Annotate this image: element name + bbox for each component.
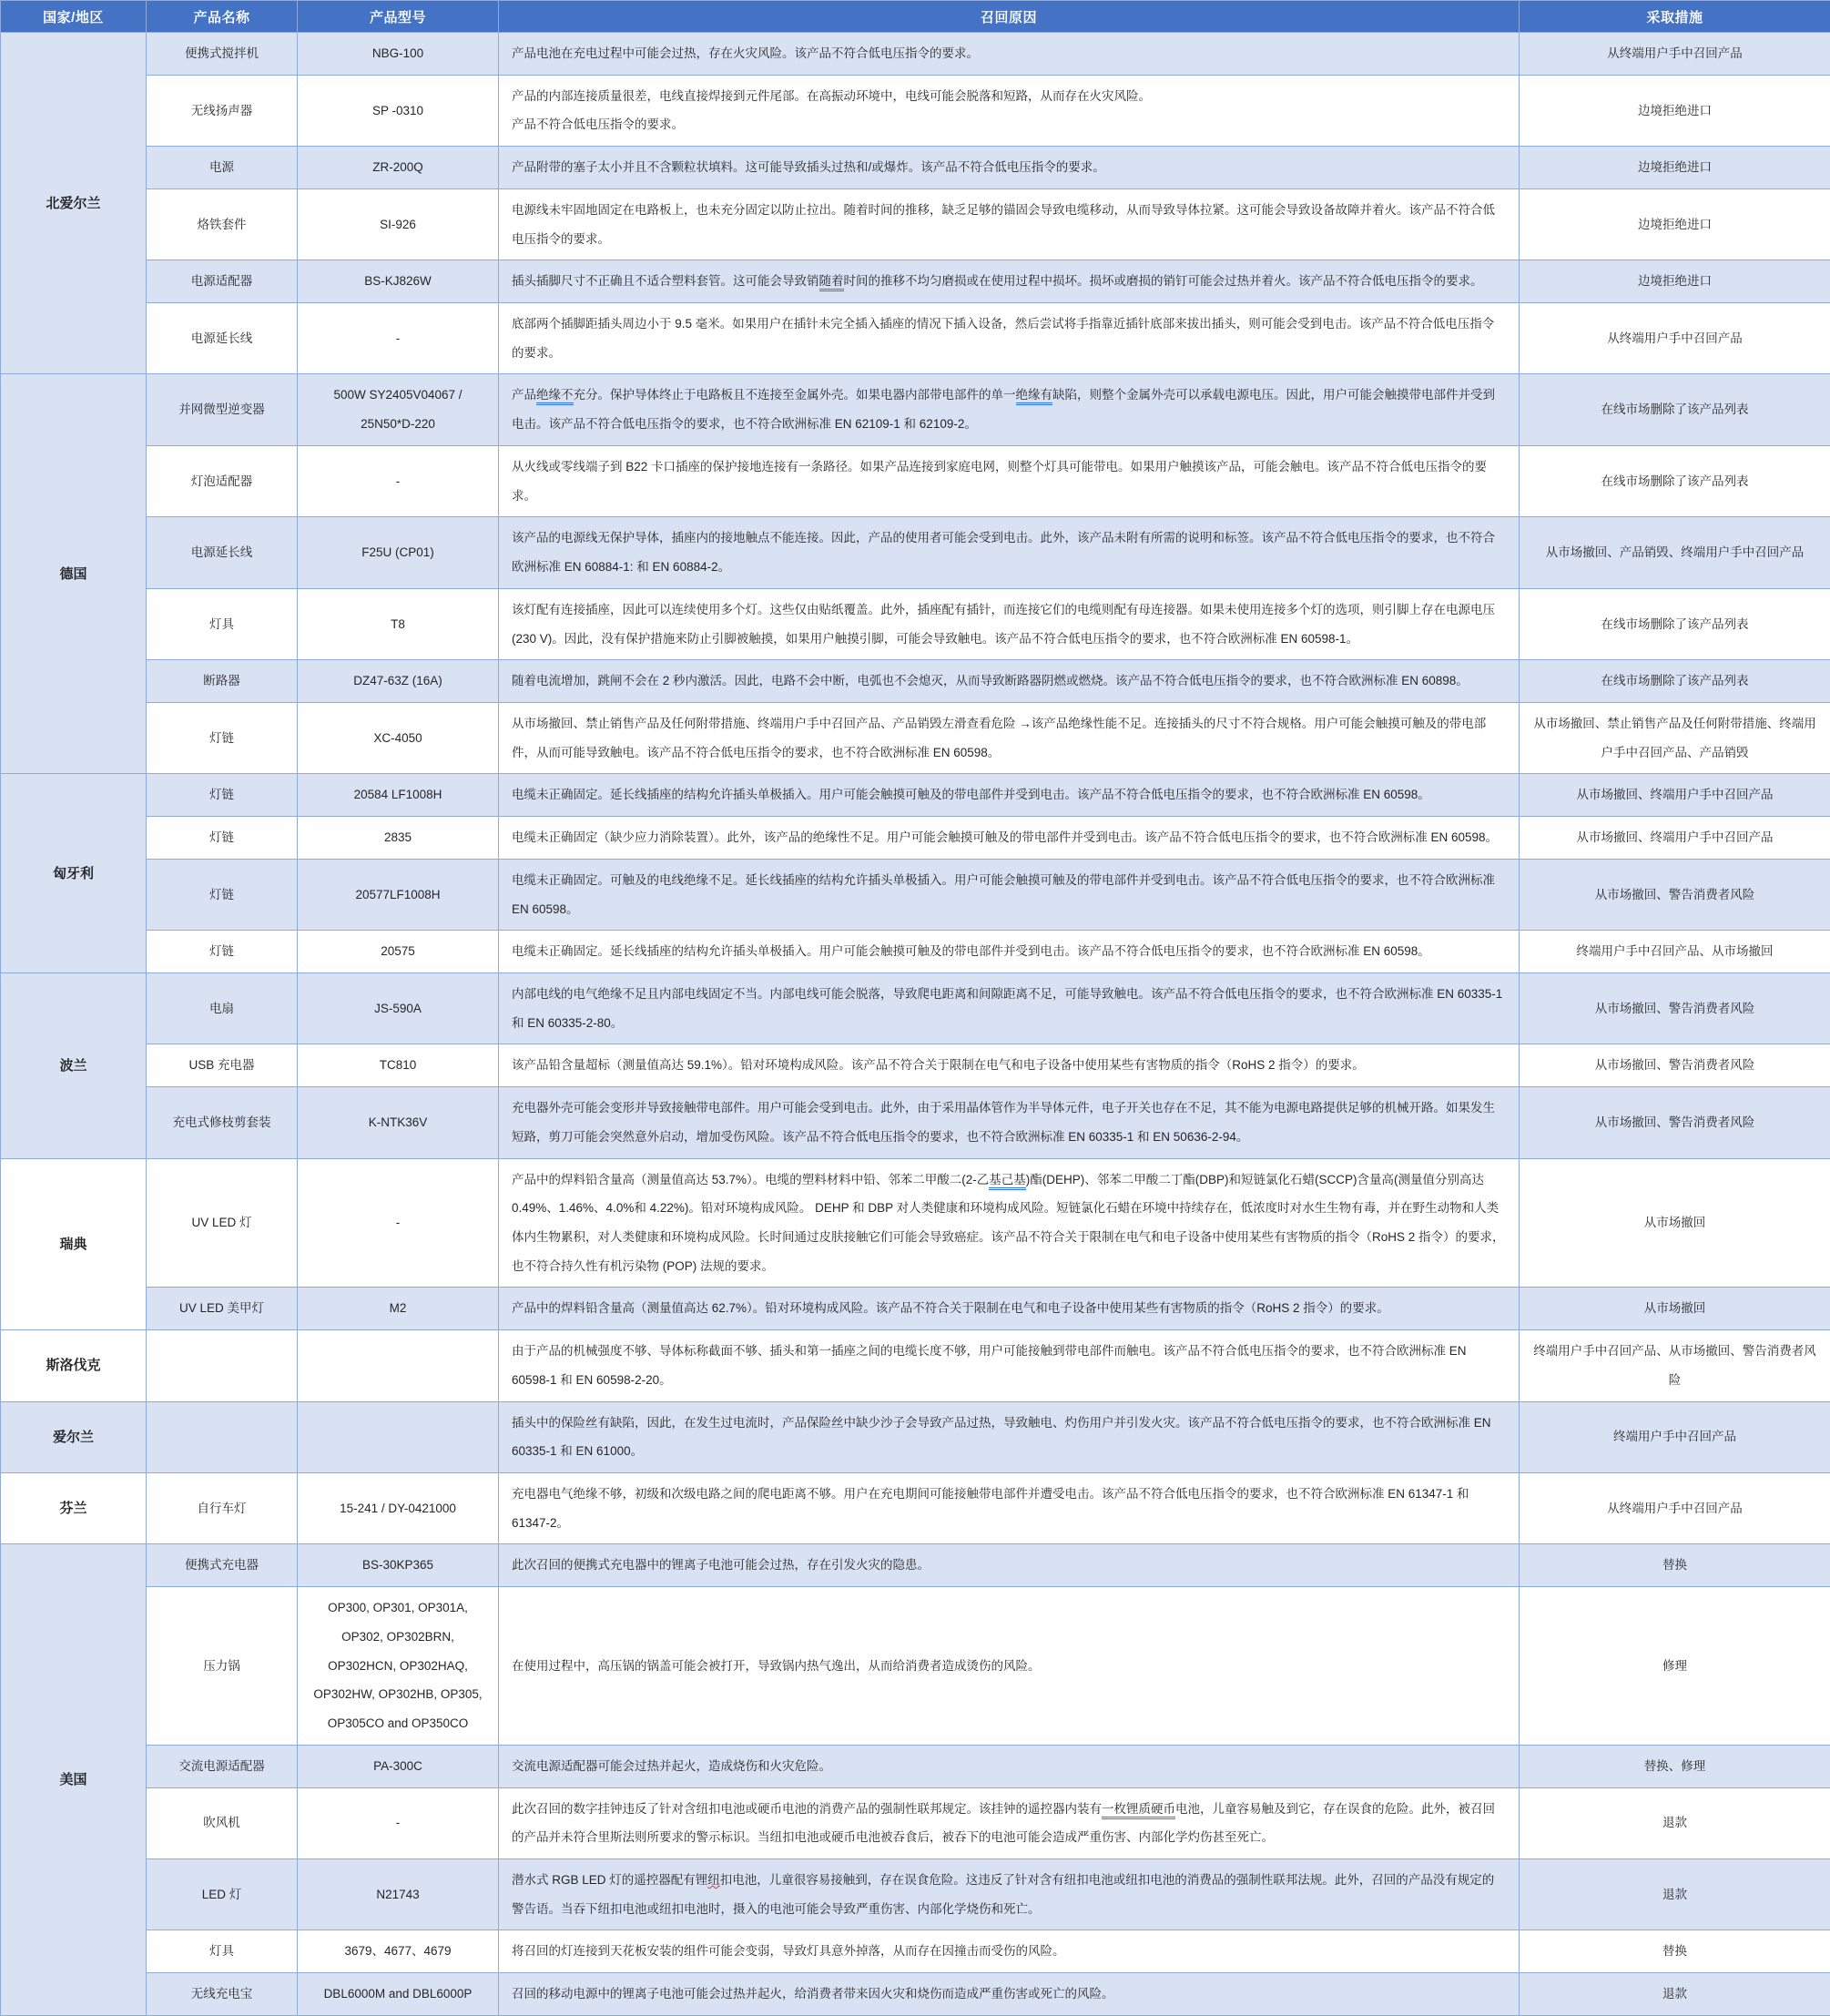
reason-text: 产品中的焊料铅含量高（测量值高达 53.7%）。电缆的塑料材料中铅、邻苯二甲酸二(2-乙	[512, 1173, 989, 1186]
action-cell: 在线市场删除了该产品列表	[1520, 374, 1830, 445]
header-row	[1, 1, 1830, 33]
product-model-cell: DZ47-63Z (16A)	[298, 660, 499, 703]
recall-reason-cell	[499, 931, 1520, 973]
reason-text: 电缆未正确固定。可触及的电线绝缘不足。延长线插座的结构允许插头单极插入。用户可能会触摸可触及的带电部件并受到电击。该产品不符合低电压指令的要求，也不符合欧洲标准 EN 60598。	[512, 873, 1495, 916]
reason-text: 产品不符合低电压指令的要求。	[512, 117, 684, 131]
recall-reason-cell	[499, 1087, 1520, 1158]
action-cell: 从市场撤回	[1520, 1288, 1830, 1330]
reason-text: 底部两个插脚距插头周边小于 9.5 毫米。如果用户在插针未完全插入插座的情况下插入设备，然后尝试将手指靠近插针底部来拔出插头，则可能会受到电击。该产品不符合低电压指令的要求。	[512, 317, 1494, 360]
product-name-cell: 灯泡适配器	[147, 445, 298, 516]
reason-text: 电缆未正确固定。延长线插座的结构允许插头单极插入。用户可能会触摸可触及的带电部件并受到电击。该产品不符合低电压指令的要求，也不符合欧洲标准 EN 60598。	[512, 788, 1430, 801]
product-name-cell: 吹风机	[147, 1787, 298, 1858]
country-cell: 芬兰	[1, 1473, 147, 1544]
table-row	[1, 1087, 1830, 1158]
action-cell: 终端用户手中召回产品	[1520, 1401, 1830, 1472]
action-cell: 边境拒绝进口	[1520, 147, 1830, 189]
reason-text: 由于产品的机械强度不够、导体标称截面不够、插头和第一插座之间的电缆长度不够，用户可能接触到带电部件而触电。该产品不符合低电压指令的要求，也不符合欧洲标准 EN 60598-1 和 EN 60598-2-20。	[512, 1344, 1467, 1387]
product-model-cell: SI-926	[298, 188, 499, 260]
reason-text: 交流电源适配器可能会过热并起火，造成烧伤和火灾危险。	[512, 1759, 831, 1773]
action-cell: 从市场撤回、终端用户手中召回产品	[1520, 774, 1830, 817]
action-cell: 从市场撤回、产品销毁、终端用户手中召回产品	[1520, 517, 1830, 588]
reason-text: 从火线或零线端子到 B22 卡口插座的保护接地连接有一条路径。如果产品连接到家庭电网，则整个灯具可能带电。如果用户触摸该产品，可能会触电。该产品不符合低电压指令的要求。	[512, 460, 1487, 503]
recall-reason-cell	[499, 1745, 1520, 1787]
recall-reason-cell	[499, 1973, 1520, 2016]
product-model-cell	[298, 1330, 499, 1401]
table-row	[1, 75, 1830, 146]
action-cell: 退款	[1520, 1973, 1830, 2016]
action-cell: 修理	[1520, 1587, 1830, 1746]
action-cell: 在线市场删除了该产品列表	[1520, 660, 1830, 703]
table-row	[1, 931, 1830, 973]
product-name-cell: 电源	[147, 147, 298, 189]
product-name-cell	[147, 1330, 298, 1401]
reason-text: 该产品铅含量超标（测量值高达 59.1%）。铅对环境构成风险。该产品不符合关于限制在电气和电子设备中使用某些有害物质的指令（RoHS 2 指令）的要求。	[512, 1058, 1365, 1072]
product-model-cell: TC810	[298, 1044, 499, 1087]
product-name-cell: 灯链	[147, 774, 298, 817]
header-action: 采取措施	[1520, 1, 1830, 33]
recall-reason-cell	[499, 303, 1520, 374]
product-model-cell: 2835	[298, 817, 499, 860]
recall-reason-cell	[499, 1473, 1520, 1544]
country-cell: 北爱尔兰	[1, 33, 147, 374]
recall-reason-cell	[499, 1158, 1520, 1288]
table-row	[1, 702, 1830, 773]
product-name-cell: 无线扬声器	[147, 75, 298, 146]
table-row	[1, 1587, 1830, 1746]
reason-text: 插头插脚尺寸不正确且不适合塑料套管。这可能会导致销	[512, 274, 819, 288]
table-row	[1, 859, 1830, 930]
reason-text: 充电器电气绝缘不够，初级和次级电路之间的爬电距离不够。用户在充电期间可能接触带电部件并遭受电击。该产品不符合低电压指令的要求，也不符合欧洲标准 EN 61347-1 和 61347-2。	[512, 1487, 1469, 1530]
product-name-cell: 并网微型逆变器	[147, 374, 298, 445]
product-model-cell: -	[298, 1158, 499, 1288]
action-cell: 在线市场删除了该产品列表	[1520, 588, 1830, 659]
recall-reason-cell	[499, 445, 1520, 516]
product-model-cell: OP300, OP301, OP301A, OP302, OP302BRN, OP302HCN, OP302HAQ, OP302HW, OP302HB, OP305, OP305CO and OP350CO	[298, 1587, 499, 1746]
product-name-cell: 灯链	[147, 817, 298, 860]
table-row	[1, 774, 1830, 817]
table-row	[1, 260, 1830, 303]
table-row	[1, 1158, 1830, 1288]
recall-reason-cell	[499, 1587, 1520, 1746]
table-row	[1, 1401, 1830, 1472]
product-model-cell: BS-30KP365	[298, 1544, 499, 1587]
recall-reason-cell	[499, 260, 1520, 303]
action-cell: 替换	[1520, 1544, 1830, 1587]
recall-reason-cell	[499, 1401, 1520, 1472]
table-row	[1, 188, 1830, 260]
recall-reason-cell	[499, 1288, 1520, 1330]
recall-reason-cell	[499, 33, 1520, 76]
action-cell: 从终端用户手中召回产品	[1520, 33, 1830, 76]
product-name-cell: 电源延长线	[147, 517, 298, 588]
reason-text: 电源线未牢固地固定在电路板上，也未充分固定以防止拉出。随着时间的推移，缺乏足够的锚固会导致电缆移动，从而导致导体拉紧。这可能会导致设备故障并着火。该产品不符合低电压指令的要求。	[512, 203, 1495, 246]
header-country: 国家/地区	[1, 1, 147, 33]
recall-reason-cell	[499, 972, 1520, 1044]
product-name-cell: 电扇	[147, 972, 298, 1044]
action-cell: 从市场撤回、终端用户手中召回产品	[1520, 817, 1830, 860]
recall-reason-cell	[499, 774, 1520, 817]
country-cell: 爱尔兰	[1, 1401, 147, 1472]
country-cell: 波兰	[1, 972, 147, 1158]
reason-text: 电池，儿童容易触及到它，存在误食的危险。此外，被召回的产品并未符合里斯法则所要求的警示标识。当纽扣电池或硬币电池被吞食后，被吞下的电池可能会造成严重伤害、内部化学灼伤甚至死亡。	[512, 1802, 1495, 1845]
product-name-cell: 电源延长线	[147, 303, 298, 374]
reason-text: 该产品的电源线无保护导体，插座内的接地触点不能连接。因此，产品的使用者可能会受到电击。此外，该产品未附有所需的说明和标签。该产品不符合低电压指令的要求，也不符合欧洲标准 EN 60884-1: 和 EN 60884-2。	[512, 531, 1495, 574]
recall-reason-cell	[499, 374, 1520, 445]
table-row	[1, 517, 1830, 588]
table-row	[1, 588, 1830, 659]
country-cell: 美国	[1, 1544, 147, 2015]
action-cell: 在线市场删除了该产品列表	[1520, 445, 1830, 516]
action-cell: 退款	[1520, 1787, 1830, 1858]
recall-reason-cell	[499, 1044, 1520, 1087]
table-row	[1, 1544, 1830, 1587]
product-name-cell: 无线充电宝	[147, 1973, 298, 2016]
reason-text: 插头中的保险丝有缺陷，因此，在发生过电流时，产品保险丝中缺少沙子会导致产品过热，导致触电、灼伤用户并引发火灾。该产品不符合低电压指令的要求，也不符合欧洲标准 EN 60335-1 和 EN 61000。	[512, 1416, 1491, 1459]
product-name-cell: 烙铁套件	[147, 188, 298, 260]
reason-text: 召回的移动电源中的锂离子电池可能会过热并起火，给消费者带来因火灾和烧伤而造成严重伤害或死亡的风险。	[512, 1987, 1114, 2001]
product-model-cell: M2	[298, 1288, 499, 1330]
product-model-cell: N21743	[298, 1858, 499, 1929]
recall-reason-cell	[499, 859, 1520, 930]
product-model-cell: XC-4050	[298, 702, 499, 773]
product-model-cell: T8	[298, 588, 499, 659]
table-header	[1, 1, 1830, 33]
table-row	[1, 147, 1830, 189]
grammar-mark: 绝缘不	[536, 388, 574, 405]
product-model-cell: BS-KJ826W	[298, 260, 499, 303]
reason-text: 随着电流增加，跳闸不会在 2 秒内激活。因此，电路不会中断，电弧也不会熄灭，从而导致断路器阴燃或燃烧。该产品不符合低电压指令的要求，也不符合欧洲标准 EN 60898。	[512, 674, 1469, 687]
table-row	[1, 817, 1830, 860]
action-cell: 从市场撤回、警告消费者风险	[1520, 1087, 1830, 1158]
product-name-cell: 自行车灯	[147, 1473, 298, 1544]
table-row	[1, 1787, 1830, 1858]
reason-text: 此次召回的便携式充电器中的锂离子电池可能会过热，存在引发火灾的隐患。	[512, 1558, 930, 1572]
recall-reason-cell	[499, 1330, 1520, 1401]
reason-text: 潜水式 RGB LED 灯的遥控器配有锂	[512, 1873, 707, 1887]
reason-text: 充电器外壳可能会变形并导致接触带电部件。用户可能会受到电击。此外，由于采用晶体管作为半导体元件，电子开关也存在不足，其不能为电源电路提供足够的机械开路。如果发生短路，剪刀可能会突然意外启动，增加受伤风险。该产品不符合低电压指令的要求，也不符合欧洲标准 EN 60335-1 和 EN 50636-2-94。	[512, 1101, 1495, 1144]
table-row	[1, 33, 1830, 76]
recall-reason-cell	[499, 1544, 1520, 1587]
reason-text: 缺陷，则整个金属外壳可以承载电源电压。因此，用户可能会触摸带电部件并受到电击。该产品不符合低电压指令的要求，也不符合欧洲标准 EN 62109-1 和 62109-2。	[512, 388, 1495, 431]
action-cell: 从终端用户手中召回产品	[1520, 1473, 1830, 1544]
reason-text: 产品中的焊料铅含量高（测量值高达 62.7%）。铅对环境构成风险。该产品不符合关于限制在电气和电子设备中使用某些有害物质的指令（RoHS 2 指令）的要求。	[512, 1301, 1389, 1315]
table-row	[1, 445, 1830, 516]
action-cell: 从市场撤回、警告消费者风险	[1520, 859, 1830, 930]
product-model-cell: 3679、4677、4679	[298, 1930, 499, 1973]
product-model-cell: DBL6000M and DBL6000P	[298, 1973, 499, 2016]
product-name-cell	[147, 1401, 298, 1472]
action-cell: 从市场撤回、警告消费者风险	[1520, 972, 1830, 1044]
product-model-cell: 20575	[298, 931, 499, 973]
country-cell: 瑞典	[1, 1158, 147, 1330]
table-row	[1, 1930, 1830, 1973]
reason-text: 充分。保护导体终止于电路板且不连接至金属外壳。如果电器内部带电部件的单一	[574, 388, 1016, 402]
product-name-cell: 灯具	[147, 588, 298, 659]
product-name-cell: USB 充电器	[147, 1044, 298, 1087]
product-name-cell: 压力锅	[147, 1587, 298, 1746]
grammar-mark: 一枚锂质硬币	[1102, 1802, 1175, 1819]
product-name-cell: UV LED 灯	[147, 1158, 298, 1288]
table-row	[1, 1330, 1830, 1401]
action-cell: 边境拒绝进口	[1520, 75, 1830, 146]
recall-reason-cell	[499, 588, 1520, 659]
country-cell: 德国	[1, 374, 147, 774]
country-cell: 斯洛伐克	[1, 1330, 147, 1401]
reason-text: 产品	[512, 388, 536, 402]
action-cell: 替换、修理	[1520, 1745, 1830, 1787]
product-name-cell: LED 灯	[147, 1858, 298, 1929]
recall-reason-cell	[499, 1858, 1520, 1929]
spellcheck-mark: 纽	[707, 1873, 720, 1887]
action-cell: 终端用户手中召回产品、从市场撤回、警告消费者风险	[1520, 1330, 1830, 1401]
product-model-cell: -	[298, 303, 499, 374]
product-name-cell: 灯链	[147, 859, 298, 930]
action-cell: 从市场撤回、禁止销售产品及任何附带措施、终端用户手中召回产品、产品销毁	[1520, 702, 1830, 773]
recall-reason-cell	[499, 147, 1520, 189]
country-cell: 匈牙利	[1, 774, 147, 973]
recall-reason-cell	[499, 702, 1520, 773]
product-name-cell: UV LED 美甲灯	[147, 1288, 298, 1330]
table-row	[1, 1044, 1830, 1087]
grammar-mark: 绝缘有	[1016, 388, 1053, 405]
recall-reason-cell	[499, 75, 1520, 146]
product-model-cell: ZR-200Q	[298, 147, 499, 189]
product-model-cell: 500W SY2405V04067 / 25N50*D-220	[298, 374, 499, 445]
product-name-cell: 交流电源适配器	[147, 1745, 298, 1787]
table-body	[1, 33, 1830, 2016]
reason-text: 将召回的灯连接到天花板安装的组件可能会变弱，导致灯具意外掉落，从而存在因撞击而受伤的风险。	[512, 1944, 1065, 1958]
reason-text: 此次召回的数字挂钟违反了针对含纽扣电池或硬币电池的消费产品的强制性联邦规定。该挂钟的遥控器内装有	[512, 1802, 1102, 1816]
reason-text: )酯(DEHP)、邻苯二甲酸二丁酯(DBP)和短链氯化石蜡(SCCP)含量高(测量值分别高达 0.49%、1.46%、4.0%和 4.22%)。铅对环境构成风险。 DEHP 和 DBP 对人类健康和环境构成风险。短链氯化石蜡在环境中持续存在，低浓度时对水生生物有毒，并在野生动物和人类体内生物累积，对人类健康和环境构成风险。长时间通过皮肤接触它们可能会导致癌症。该产品不符合关于限制在电气和电子设备中使用某些有害物质的指令（RoHS 2 指令）的要求，也不符合持久性有机污染物 (POP) 法规的要求。	[512, 1173, 1505, 1273]
product-model-cell: SP -0310	[298, 75, 499, 146]
action-cell: 从市场撤回	[1520, 1158, 1830, 1288]
grammar-mark: 基己基	[989, 1173, 1026, 1190]
recall-reason-cell	[499, 1930, 1520, 1973]
recall-reason-cell	[499, 188, 1520, 260]
table-row	[1, 303, 1830, 374]
product-model-cell: 15-241 / DY-0421000	[298, 1473, 499, 1544]
product-model-cell: K-NTK36V	[298, 1087, 499, 1158]
reason-text: 时间的推移不均匀磨损或在使用过程中损坏。损坏或磨损的销钉可能会过热并着火。该产品不符合低电压指令的要求。	[844, 274, 1483, 288]
product-name-cell: 灯链	[147, 702, 298, 773]
action-cell: 替换	[1520, 1930, 1830, 1973]
action-cell: 从终端用户手中召回产品	[1520, 303, 1830, 374]
reason-text: 在使用过程中，高压锅的锅盖可能会被打开，导致锅内热气逸出，从而给消费者造成烫伤的风险。	[512, 1659, 1041, 1673]
reason-text: 从市场撤回、禁止销售产品及任何附带措施、终端用户手中召回产品、产品销毁左滑查看危险 →该产品绝缘性能不足。连接插头的尺寸不符合规格。用户可能会触摸可触及的带电部件，从而可能导致触电。该产品不符合低电压指令的要求，也不符合欧洲标准 EN 60598。	[512, 717, 1486, 759]
grammar-mark: 随着	[819, 274, 844, 291]
recall-reason-cell	[499, 1787, 1520, 1858]
product-model-cell: -	[298, 1787, 499, 1858]
product-model-cell: JS-590A	[298, 972, 499, 1044]
recall-reason-cell	[499, 817, 1520, 860]
table-row	[1, 660, 1830, 703]
product-name-cell: 便携式搅拌机	[147, 33, 298, 76]
product-model-cell	[298, 1401, 499, 1472]
table-row	[1, 972, 1830, 1044]
action-cell: 终端用户手中召回产品、从市场撤回	[1520, 931, 1830, 973]
action-cell: 从市场撤回、警告消费者风险	[1520, 1044, 1830, 1087]
product-name-cell: 充电式修枝剪套装	[147, 1087, 298, 1158]
header-product-name: 产品名称	[147, 1, 298, 33]
product-name-cell: 便携式充电器	[147, 1544, 298, 1587]
product-model-cell: F25U (CP01)	[298, 517, 499, 588]
reason-text: 产品附带的塞子太小并且不含颗粒状填料。这可能导致插头过热和/或爆炸。该产品不符合低电压指令的要求。	[512, 160, 1105, 174]
action-cell: 边境拒绝进口	[1520, 260, 1830, 303]
reason-text: 产品电池在充电过程中可能会过热，存在火灾风险。该产品不符合低电压指令的要求。	[512, 46, 979, 60]
reason-text: 电缆未正确固定（缺少应力消除装置）。此外，该产品的绝缘性不足。用户可能会触摸可触及的带电部件并受到电击。该产品不符合低电压指令的要求，也不符合欧洲标准 EN 60598。	[512, 830, 1498, 844]
table-row	[1, 1858, 1830, 1929]
product-name-cell: 灯链	[147, 931, 298, 973]
header-product-model: 产品型号	[298, 1, 499, 33]
product-model-cell: -	[298, 445, 499, 516]
reason-text: 电缆未正确固定。延长线插座的结构允许插头单极插入。用户可能会触摸可触及的带电部件并受到电击。该产品不符合低电压指令的要求，也不符合欧洲标准 EN 60598。	[512, 944, 1430, 958]
action-cell: 退款	[1520, 1858, 1830, 1929]
action-cell: 边境拒绝进口	[1520, 188, 1830, 260]
product-name-cell: 灯具	[147, 1930, 298, 1973]
product-name-cell: 电源适配器	[147, 260, 298, 303]
table-row	[1, 1473, 1830, 1544]
header-recall-reason: 召回原因	[499, 1, 1520, 33]
table-row	[1, 1288, 1830, 1330]
reason-text: 内部电线的电气绝缘不足且内部电线固定不当。内部电线可能会脱落，导致爬电距离和间隙距离不足，可能导致触电。该产品不符合低电压指令的要求，也不符合欧洲标准 EN 60335-1 和 EN 60335-2-80。	[512, 987, 1502, 1030]
product-model-cell: 20577LF1008H	[298, 859, 499, 930]
recall-reason-cell	[499, 660, 1520, 703]
product-model-cell: NBG-100	[298, 33, 499, 76]
table-row	[1, 374, 1830, 445]
reason-text: 该灯配有连接插座，因此可以连续使用多个灯。这些仅由贴纸覆盖。此外，插座配有插针，而连接它们的电缆则配有母连接器。如果未使用连接多个灯的选项，则引脚上存在电源电压 (230 V)。因此，没有保护措施来防止引脚被触摸，如果用户触摸引脚，可能会导致触电。该产品不符合低电压指令的要求，也不符合欧洲标准 EN 60598-1。	[512, 603, 1495, 646]
product-model-cell: 20584 LF1008H	[298, 774, 499, 817]
table-row	[1, 1973, 1830, 2016]
reason-text: 产品的内部连接质量很差，电线直接焊接到元件尾部。在高振动环境中，电线可能会脱落和短路，从而存在火灾风险。	[512, 89, 1151, 103]
recall-reason-cell	[499, 517, 1520, 588]
table-row	[1, 1745, 1830, 1787]
product-model-cell: PA-300C	[298, 1745, 499, 1787]
reason-text: 扣电池，儿童很容易接触到，存在误食危险。这违反了针对含有纽扣电池或纽扣电池的消费品的强制性联邦法规。此外，召回的产品没有规定的警告语。当吞下纽扣电池或纽扣电池时，摄入的电池可能会导致严重伤害、内部化学烧伤和死亡。	[512, 1873, 1494, 1916]
product-name-cell: 断路器	[147, 660, 298, 703]
